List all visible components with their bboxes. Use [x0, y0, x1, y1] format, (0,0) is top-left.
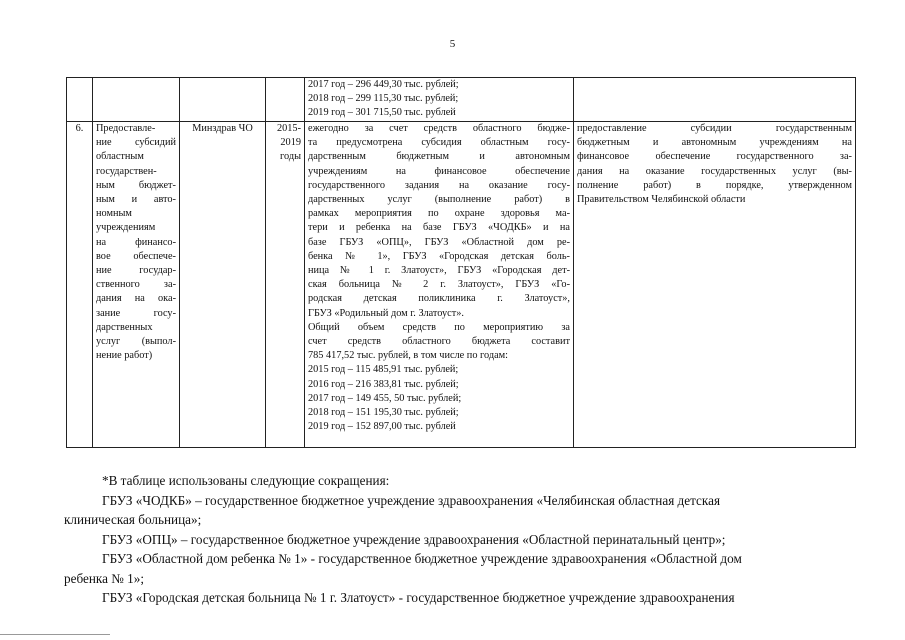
description-line: бенка № 1», ГБУЗ «Городская детская боль- [308, 250, 570, 262]
name-line: на финансо- [96, 236, 176, 248]
description-line: 2016 год – 216 383,81 тыс. рублей; [308, 378, 459, 390]
cell-result [574, 122, 856, 448]
name-line: дарственных [96, 321, 153, 333]
result-line: бюджетным и автономным учреждениям на [577, 137, 852, 149]
note-continuation [64, 569, 855, 589]
result-line: предоставление субсидии государственным [577, 123, 852, 134]
name-line: государствен- [96, 165, 157, 177]
name-line: дания на ока- [96, 293, 176, 305]
period-line: 2015- [276, 123, 301, 134]
name-line: ственного за- [96, 279, 176, 291]
note-first-line: ГБУЗ «Городская детская больница № 1 г. Златоуст» - государственное бюджетное учреждение здравоохранения [102, 590, 735, 605]
name-line: учреждениям [96, 222, 156, 234]
period-line: 2019 [280, 137, 301, 149]
table-row-continuation [67, 78, 856, 122]
description-line: 2018 год – 299 115,30 тыс. рублей; [308, 93, 459, 105]
description-line: 2019 год – 152 897,00 тыс. рублей [308, 421, 456, 433]
cell-result [574, 78, 856, 122]
cell-number: 6. [67, 122, 93, 448]
description-line: 2017 год – 296 449,30 тыс. рублей; [308, 79, 459, 90]
result-line: дания на оказание государственных услуг (вы- [577, 165, 852, 177]
description-line: 2017 год – 149 455, 50 тыс. рублей; [308, 392, 462, 404]
description-line: 785 417,52 тыс. рублей, в том числе по годам: [308, 350, 509, 362]
description-line: базе ГБУЗ «ОПЦ», ГБУЗ «Областной дом ре- [308, 236, 570, 248]
note-item [102, 588, 855, 608]
name-line: ние государ- [96, 265, 176, 277]
table-row-6 [67, 122, 856, 448]
cell-executor: Минздрав ЧО [180, 122, 266, 448]
cell-number [67, 78, 93, 122]
name-line: услуг (выпол- [96, 336, 176, 348]
result-line: полнение работ) в порядке, утвержденном [577, 179, 852, 191]
result-line: Правительством Челябинской области [577, 194, 746, 206]
result-line: финансовое обеспечение государственного за- [577, 151, 852, 163]
description-line: 2019 год – 301 715,50 тыс. рублей [308, 107, 456, 119]
cell-description [305, 122, 574, 448]
abbreviations-notes [64, 471, 855, 608]
name-line: вое обеспече- [96, 250, 176, 262]
description-line: та предусмотрена субсидия областным госу- [308, 137, 570, 149]
notes-heading: *В таблице использованы следующие сокращения: [102, 473, 390, 488]
description-line: государственного задания на оказание госу- [308, 179, 570, 191]
description-line: дарственных услуг (выполнение работ) в [308, 194, 570, 206]
description-line: тери и ребенка на базе ГБУЗ «ЧОДКБ» и на [308, 222, 570, 234]
cell-description [305, 78, 574, 122]
note-first-line: ГБУЗ «ЧОДКБ» – государственное бюджетное учреждение здравоохранения «Челябинская областная детская [102, 492, 721, 508]
cell-period [266, 78, 305, 122]
description-line: дарственным бюджетным и автономным [308, 151, 570, 163]
description-line: 2015 год – 115 485,91 тыс. рублей; [308, 364, 459, 376]
description-line: Общий объем средств по мероприятию за [308, 321, 570, 333]
note-item [102, 530, 855, 550]
name-line: номным [96, 208, 132, 220]
cell-name [93, 78, 180, 122]
name-line: Предоставле- [96, 123, 156, 134]
note-continuation [64, 510, 855, 530]
name-line: нение работ) [96, 350, 153, 362]
name-line: ние субсидий [96, 137, 176, 149]
note-rest: клиническая больница»; [64, 512, 202, 527]
note-item [102, 549, 855, 569]
note-rest: ребенка № 1»; [64, 570, 144, 586]
description-line: ГБУЗ «Родильный дом г. Златоуст». [308, 307, 464, 319]
measures-table [66, 77, 856, 448]
name-line: ным и авто- [96, 194, 176, 206]
footer-rule [0, 634, 110, 635]
note-first-line: ГБУЗ «Областной дом ребенка № 1» - государственное бюджетное учреждение здравоохранения «Областной дом [102, 551, 742, 566]
description-line: ская больница № 2 г. Златоуст», ГБУЗ «Го- [308, 279, 570, 291]
description-line: ница № 1 г. Златоуст», ГБУЗ «Городская дет- [308, 265, 570, 277]
description-line: родская детская поликлиника г. Златоуст», [308, 293, 570, 305]
period-line: годы [280, 151, 301, 163]
cell-executor [180, 78, 266, 122]
name-line: зание госу- [96, 307, 176, 319]
cell-period [266, 122, 305, 448]
description-line: ежегодно за счет средств областного бюдже- [308, 123, 570, 134]
description-line: учреждениям на финансовое обеспечение [308, 165, 570, 177]
page-number: 5 [449, 38, 456, 50]
description-line: счет средств областного бюджета составит [308, 336, 570, 348]
description-line: 2018 год – 151 195,30 тыс. рублей; [308, 407, 459, 419]
name-line: ным бюджет- [96, 179, 176, 191]
note-item [102, 491, 855, 511]
cell-name [93, 122, 180, 448]
description-line: рамках мероприятия по охране здоровья ма- [308, 208, 570, 220]
note-first-line: ГБУЗ «ОПЦ» – государственное бюджетное учреждение здравоохранения «Областной перинатальный центр»; [102, 531, 726, 547]
name-line: областным [96, 151, 144, 163]
